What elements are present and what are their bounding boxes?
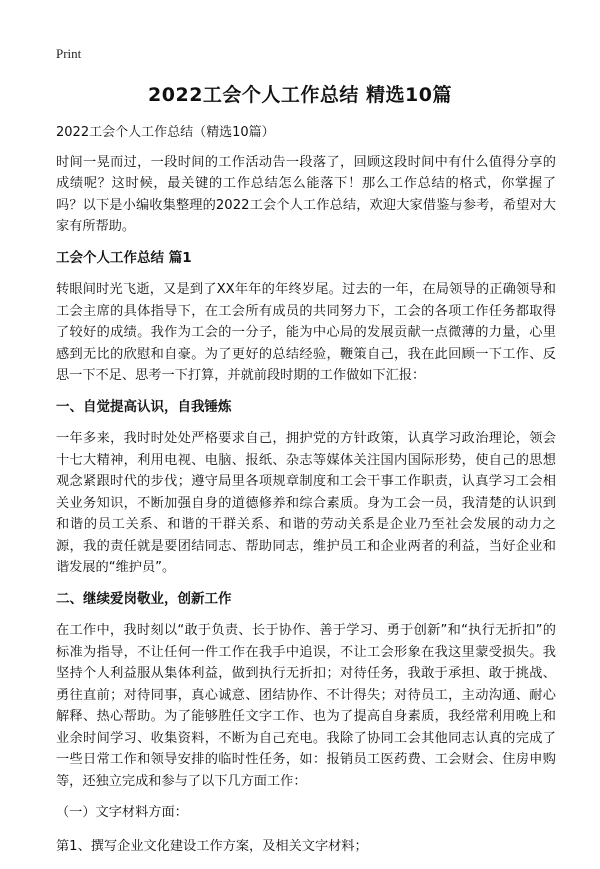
subsection-paragraph-2: 在工作中，我时刻以“敢于负责、长于协作、善于学习、勇于创新”和“执行无折扣”的标准为指导，不让任何一件工作在我手中追误，不让工会形象在我这里蒙受损失。我坚持个人利益服从集体利益，做到执行无折扣；对待任务，我敢于承担、敢于挑战、勇往直前；对待同事，真心诚意、团结协作、不计得失；对待员工，主动沟通、耐心解释、热心帮助。为了能够胜任文字工作、也为了提高自身素质，我经常利用晚上和业余时间学习、收集资料，不断为自己充电。我除了协同工会其他同志认真的完成了一些日常工作和领导安排的临时性任务，如：报销员工医药费、工会财会、住房申购等，还独立完成和参与了以下几方面工作： (56, 623, 556, 789)
document-title: 2022工会个人工作总结 精选10篇 (148, 84, 452, 106)
section-title: 工会个人工作总结 篇1 (56, 249, 192, 266)
subsection-paragraph-1: 一年多来，我时时处处严格要求自己，拥护党的方针政策，认真学习政治理论，领会十七大精神，利用电视、电脑、报纸、杂志等媒体关注国内国际形势，使自己的思想观念紧跟时代的步伐；遵守局里各项规章制度和工会干事工作职责，认真学习工会相关业务知识，不断加强自身的道德修养和综合素质。身为工会一员，我清楚的认识到和谐的员工关系、和谐的干群关系、和谐的劳动关系是企业乃至社会发展的动力之源，我的责任就是要团结同志、帮助同志，维护员工和企业两者的利益，当好企业和谐发展的“维护员”。 (56, 431, 556, 575)
document-body (56, 122, 556, 869)
list-item: 第1、撰写企业文化建设工作方案，及相关文字材料； (56, 838, 368, 854)
print-link[interactable]: Print (56, 46, 82, 61)
document-subtitle: 2022工会个人工作总结（精选10篇） (56, 125, 275, 140)
intro-paragraph: 时间一晃而过，一段时间的工作活动告一段落了，回顾这段时间中有什么值得分享的成绩呢？这时候，最关键的工作总结怎么能落下！那么工作总结的格式，你掌握了吗？以下是小编收集整理的2022工会个人工作总结，欢迎大家借鉴与参考，希望对大家有所帮助。 (56, 154, 556, 234)
subsection-heading-1: 一、自觉提高认识，自我锤炼 (56, 398, 232, 415)
section-paragraph: 转眼间时光飞逝，又是到了XX年年的年终岁尾。过去的一年，在局领导的正确领导和工会主席的具体指导下，在工会所有成员的共同努力下，工会的各项工作任务都取得了较好的成绩。我作为工会的一分子，能为中心局的发展贡献一点微薄的力量，心里感到无比的欣慰和自豪。为了更好的总结经验，鞭策自己，我在此回顾一下工作、反思一下不足、思考一下打算，并就前段时期的工作做如下汇报： (56, 282, 556, 383)
list-subheading: （一）文字材料方面： (56, 805, 188, 820)
subsection-heading-2: 二、继续爱岗敬业，创新工作 (56, 590, 232, 607)
